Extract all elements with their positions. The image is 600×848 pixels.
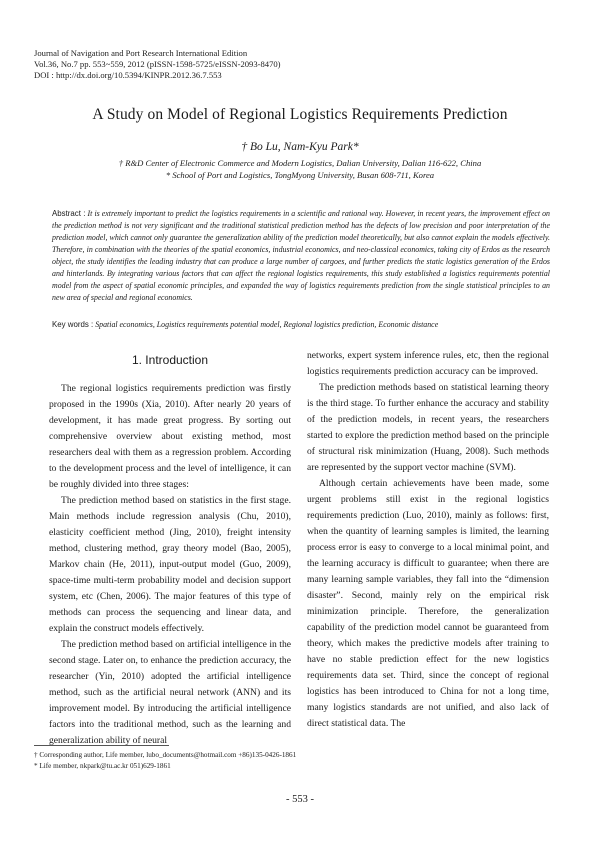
keywords <box>52 319 550 331</box>
page-number: - 553 - <box>286 794 314 805</box>
right-column <box>307 348 549 732</box>
journal-name: Journal of Navigation and Port Research International Edition <box>34 48 248 58</box>
paragraph: The prediction methods based on statistical learning theory is the third stage. To further enhance the accuracy and stability of the prediction models, in recent years, the researchers started to explore the prediction method based on the principle of structural risk minimization (Huang, 2008). Such methods are represented by the support vector machine (SVM). <box>307 382 549 473</box>
footnote-corresponding: † Corresponding author, Life member, lubo_documents@hotmail.com +86)135-0426-1861 <box>34 751 297 759</box>
footnote-member: * Life member, nkpark@tu.ac.kr 051)629-1861 <box>34 762 171 770</box>
paper-title: A Study on Model of Regional Logistics Requirements Prediction <box>92 106 508 123</box>
abstract <box>52 208 550 304</box>
section-title: 1. Introduction <box>131 353 209 367</box>
paragraph: The prediction method based on statistics in the first stage. Main methods include regression analysis (Chu, 2010), elasticity coefficient method (Jing, 2010), freight intensity method, clustering method, gray theory model (Bao, 2005), Markov chain (He, 2011), input-output model (Guo, 2009), space-time multi-term probability model and decision support system, etc (Chen, 2006). The major features of this type of methods can process the sequencing and linear data, and explain the construct models effectively. <box>49 495 291 634</box>
paragraph: Although certain achievements have been made, some urgent problems still exist in the regional logistics requirements prediction (Luo, 2010), mainly as follows: first, when the quantity of learning samples is limited, the learning process error is easy to converge to a local minimal point, and the learning accuracy is difficult to guarantee; when there are many learning sample variables, they fall into the “dimension disaster”. Second, mainly rely on the empirical risk minimization principle. Therefore, the generalization capability of the prediction model cannot be guaranteed from theory, which makes the predictive models after training to have no stable prediction effect for the new logistics requirements data set. Third, since the concept of regional logistics has been introduced to China for not a long time, many logistics standards are not unified, and also lack of direct statistical data. The <box>307 478 549 729</box>
affiliation-1: † R&D Center of Electronic Commerce and Modern Logistics, Dalian University, Dalian 116-622, China <box>118 158 482 168</box>
keywords-text: Spatial economics, Logistics requirements potential model, Regional logistics prediction, Economic distance <box>95 320 439 329</box>
footnotes <box>34 750 296 772</box>
journal-header <box>34 48 281 81</box>
paragraph: The prediction method based on artificial intelligence in the second stage. Later on, to enhance the prediction accuracy, the researcher (Yin, 2010) adopted the artificial intelligence method, such as the artificial neural network (ANN) and its improvement model. By introducing the artificial intelligence factors into the traditional method, such as the learning and generalization ability of neural <box>49 639 291 746</box>
paragraph: networks, expert system inference rules, etc, then the regional logistics requirements prediction accuracy can be improved. <box>307 350 549 377</box>
volume-info: Vol.36, No.7 pp. 553~559, 2012 (pISSN-1598-5725/eISSN-2093-8470) <box>34 59 281 69</box>
paragraph: The regional logistics requirements prediction was firstly proposed in the 1990s (Xia, 2010). After nearly 20 years of development, it has made great progress. By sorting out comprehensive overview about existing method, most researchers deal with them as a regression problem. According to the development process and the level of intelligence, it can be roughly divided into three stages: <box>49 383 291 490</box>
doi-link[interactable]: DOI : http://dx.doi.org/10.5394/KINPR.2012.36.7.553 <box>34 70 222 80</box>
affiliation-2: * School of Port and Logistics, TongMyong University, Busan 608-711, Korea <box>165 170 435 180</box>
affiliations <box>0 157 600 181</box>
abstract-text: It is extremely important to predict the logistics requirements in a scientific and rational way. However, in recent years, the improvement effect on the prediction method is not very significant and the traditional statistical prediction method has the defects of low precision and poor interpretation of the prediction model, which cannot only guarantee the generalization ability of the prediction model theoretically, but also cannot explain the models effectively. Therefore, in combination with the theories of the spatial economics, industrial economics, and neo-classical economics, taking city of Erdos as the research object, the study identifies the leading industry that can produce a large number of cargoes, and further predicts the static logistics generation of the Erdos and hinterlands. By integrating various factors that can affect the regional logistics requirements, this study established a logistics requirements potential model from the aspect of spatial economic principles, and expanded the way of logistics requirements prediction from the single statistical principles to an new area of special and regional economics. <box>52 209 550 302</box>
footnote-divider <box>34 745 169 746</box>
left-column <box>49 348 291 749</box>
keywords-label: Key words : <box>52 320 94 329</box>
authors: † Bo Lu, Nam-Kyu Park* <box>241 141 359 153</box>
abstract-label: Abstract : <box>52 209 86 218</box>
